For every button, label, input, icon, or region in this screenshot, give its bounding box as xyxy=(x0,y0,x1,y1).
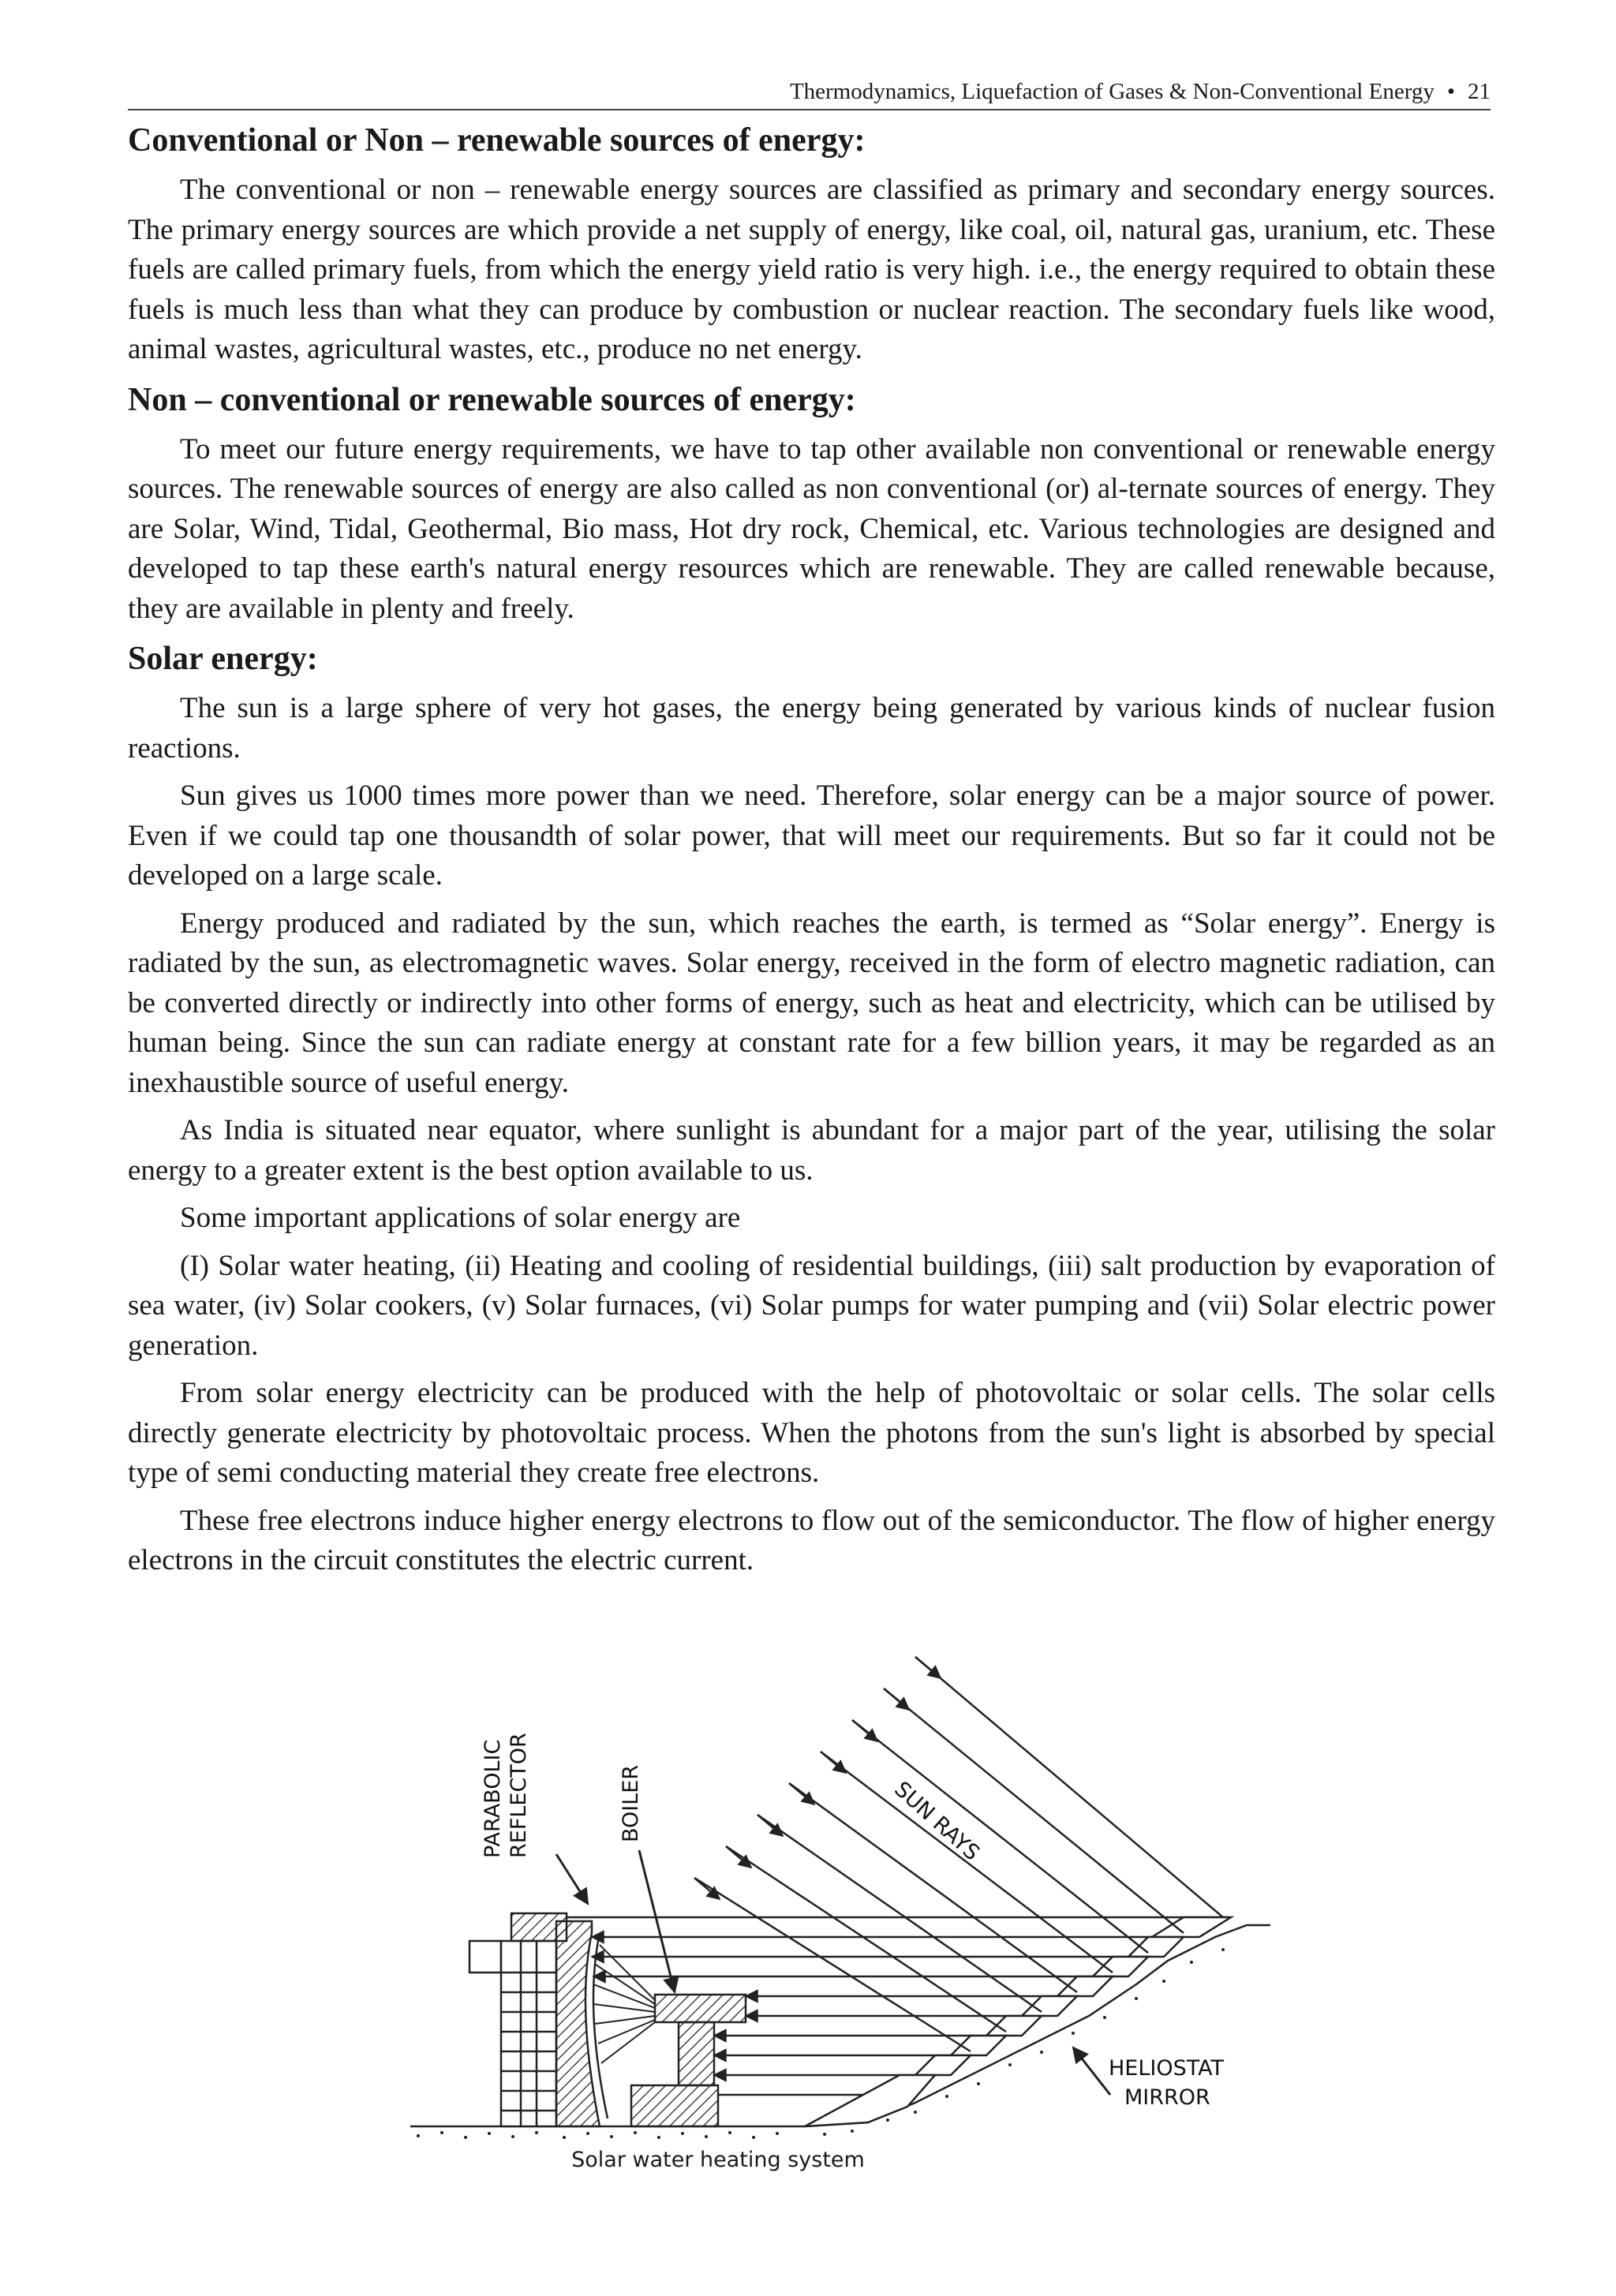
solar-diagram xyxy=(395,1653,1278,2150)
heading-conventional: Conventional or Non – renewable sources of energy: xyxy=(128,122,866,159)
paragraph-solar-1: The sun is a large sphere of very hot gases, the energy being generated by various kinds of nuclear fusion reactions. xyxy=(128,692,1495,765)
paragraph-conventional: The conventional or non – renewable energy sources are classified as primary and secondary energy sources. The primary energy sources are which provide a net supply of energy, like coal, oil, natural gas, uranium, etc. These fuels are called primary fuels, from which the energy yield ratio is very high. i.e., the energy required to obtain these fuels is much less than what they can produce by combustion or nuclear reaction. The secondary fuels like wood, animal wastes, agricultural wastes, etc., produce no net energy. xyxy=(128,174,1495,365)
label-reflector: REFLECTOR xyxy=(507,1733,531,1858)
paragraph-solar-6: (I) Solar water heating, (ii) Heating and cooling of residential buildings, (iii) salt production by evaporation of sea water, (iv) Solar cookers, (v) Solar furnaces, (vi) Solar pumps for water pumping and (vii) Solar electric power generation. xyxy=(128,1249,1495,1362)
label-pointers xyxy=(556,1850,1110,2095)
paragraph-solar-3: Energy produced and radiated by the sun, which reaches the earth, is termed as “Solar energy”. Energy is radiated by the sun, as electromagnetic waves. Solar energy, received in the form of electro magnetic radiation, can be converted directly or indirectly into other forms of energy, such as heat and electricity, which can be utilised by human being. Since the sun can radiate energy at constant rate for a few billion years, it may be regarded as an inexhaustible source of useful energy. xyxy=(128,907,1495,1099)
solar-water-heating-figure xyxy=(395,1653,1278,2205)
tower-structure xyxy=(469,1941,556,2126)
heading-non-conventional: Non – conventional or renewable sources of energy: xyxy=(128,381,856,418)
paragraph-solar-7: From solar energy electricity can be produced with the help of photovoltaic or solar cells. The solar cells directly generate electricity by photovoltaic process. When the photons from the sun's light is absorbed by special type of semi conducting material they create free electrons. xyxy=(128,1377,1495,1489)
paragraph-solar-2: Sun gives us 1000 times more power than we need. Therefore, solar energy can be a major source of power. Even if we could tap one thousandth of solar power, that will meet our requirements. But so far it could not be developed on a large scale. xyxy=(128,780,1495,892)
page-number: 21 xyxy=(1468,79,1491,104)
reflected-rays xyxy=(593,1945,655,2063)
page-content xyxy=(128,117,1495,1581)
paragraph-solar-5: Some important applications of solar energy are xyxy=(180,1202,741,1234)
label-sun-rays: SUN RAYS xyxy=(889,1777,985,1866)
running-title: Thermodynamics, Liquefaction of Gases & Non-Conventional Energy xyxy=(789,79,1435,104)
running-header xyxy=(128,76,1491,110)
label-mirror: MIRROR xyxy=(1124,2085,1210,2110)
heading-solar-energy: Solar energy: xyxy=(128,641,318,677)
figure-caption: Solar water heating system xyxy=(571,2148,865,2172)
paragraph-solar-8: These free electrons induce higher energy electrons to flow out of the semiconductor. The flow of higher energy electrons in the circuit constitutes the electric current. xyxy=(128,1504,1495,1576)
label-heliostat: HELIOSTAT xyxy=(1109,2056,1225,2081)
label-boiler: BOILER xyxy=(619,1764,643,1842)
header-bullet: • xyxy=(1446,79,1455,104)
paragraph-non-conventional: To meet our future energy requirements, we have to tap other available non conventional or renewable energy sources. The renewable sources of energy are also called as non conventional (or) al-ternate sources of energy. They are Solar, Wind, Tidal, Geothermal, Bio mass, Hot dry rock, Chemical, etc. Various technologies are designed and developed to tap these earth's natural energy resources which are renewable. They are called renewable because, they are available in plenty and freely. xyxy=(128,432,1495,625)
boiler-unit xyxy=(631,1995,746,2126)
label-parabolic: PARABOLIC xyxy=(481,1739,505,1858)
paragraph-solar-4: As India is situated near equator, where sunlight is abundant for a major part of the year, utilising the solar energy to a greater extent is the best option available to us. xyxy=(128,1114,1495,1187)
